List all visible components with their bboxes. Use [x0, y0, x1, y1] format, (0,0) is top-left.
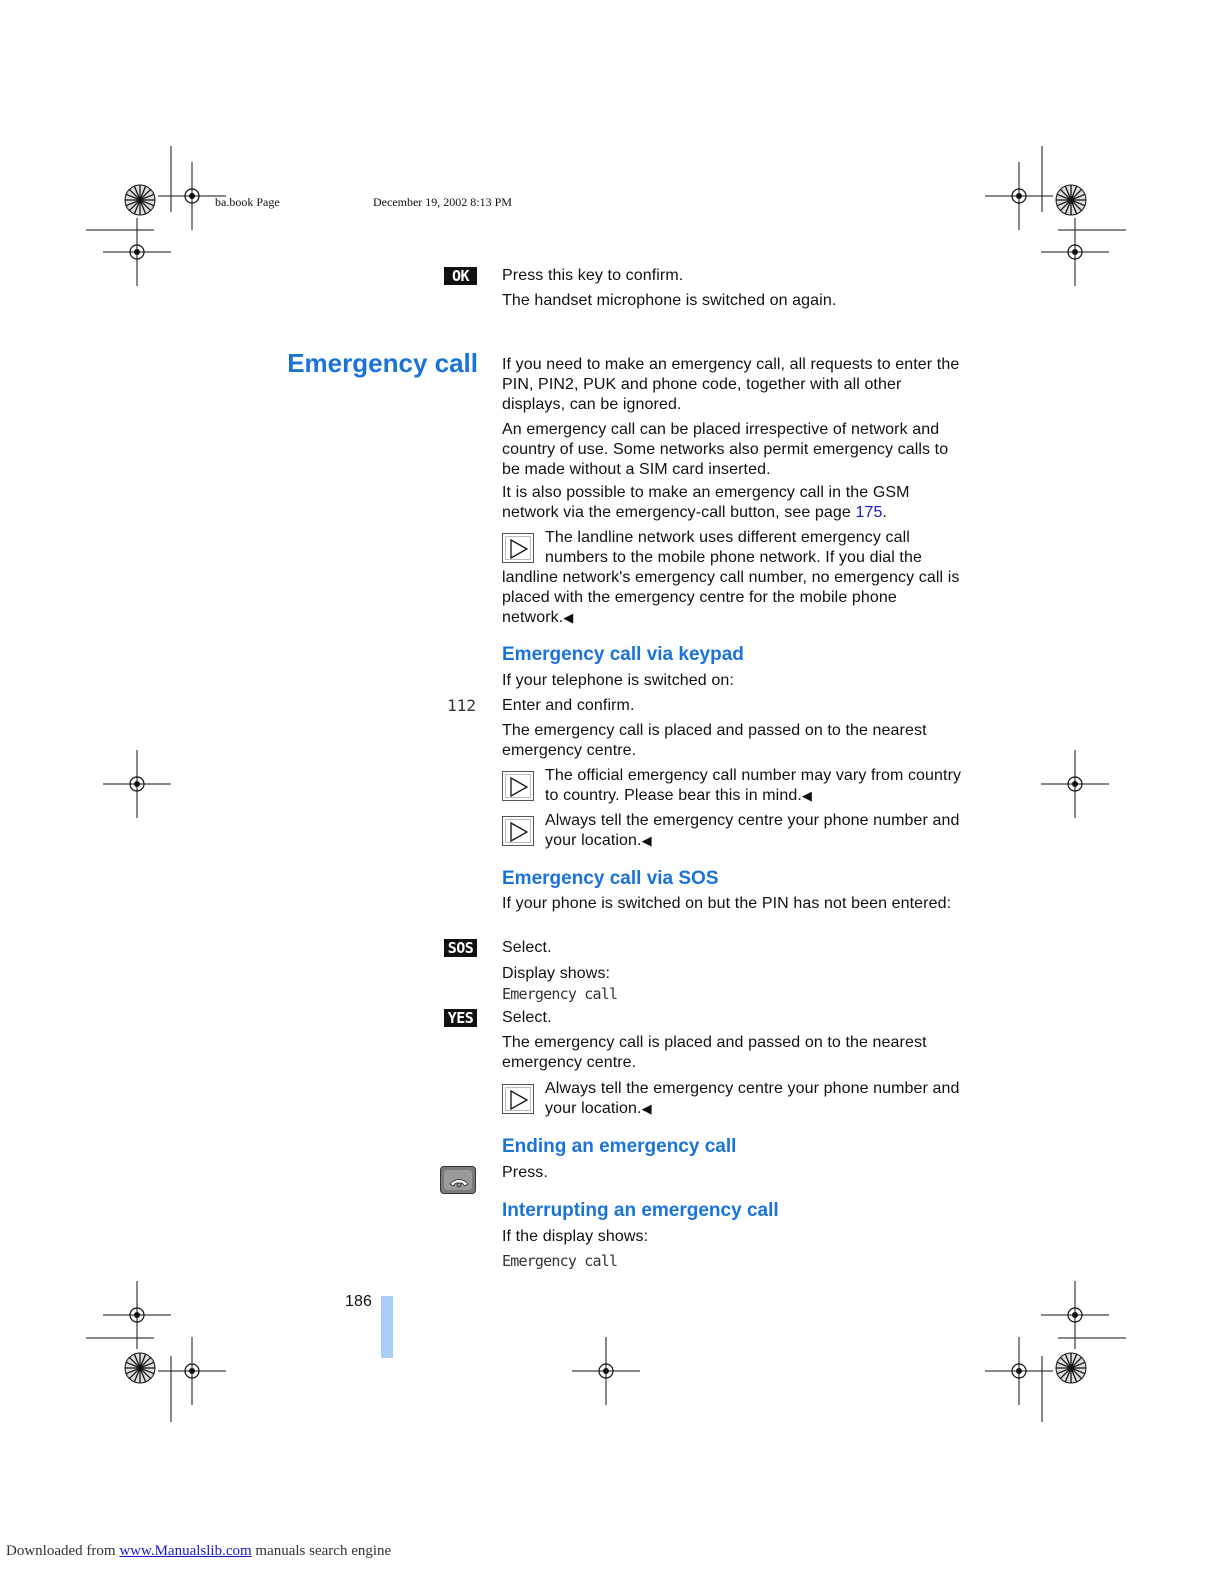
- gsm-text: It is also possible to make an emergency call in the GSM network via the emergency-call button, see page: [502, 484, 910, 521]
- display-shows-text: Display shows:: [502, 965, 611, 982]
- emergency-number: 112: [447, 696, 476, 715]
- heading-sos: Emergency call via SOS: [502, 868, 719, 889]
- gsm-text-end: .: [882, 504, 887, 521]
- note-sos-tell-text: Always tell the emergency centre your phone number and your location.: [545, 1080, 960, 1117]
- display-emergency-call: Emergency call: [502, 985, 618, 1003]
- heading-keypad: Emergency call via keypad: [502, 644, 744, 665]
- note-arrow-icon: [502, 1084, 534, 1114]
- note-arrow-icon: [502, 816, 534, 846]
- mic-on-text: The handset microphone is switched on again.: [502, 292, 837, 309]
- confirm-text: Press this key to confirm.: [502, 267, 684, 284]
- sos-condition-text: If your phone is switched on but the PIN has not been entered:: [502, 895, 952, 912]
- enter-confirm-text: Enter and confirm.: [502, 697, 635, 714]
- note-landline-text: landline network's emergency call number, no emergency call is placed with the emergency centre for the mobile phone network.: [502, 569, 960, 626]
- heading-ending: Ending an emergency call: [502, 1136, 737, 1157]
- paragraph-gsm-button: [502, 483, 964, 523]
- download-footer: [6, 1543, 391, 1560]
- end-mark-icon: ◀: [801, 788, 812, 803]
- note-sos-tell-location: [545, 1079, 965, 1119]
- note-tell-text: Always tell the emergency centre your phone number and your location.: [545, 812, 960, 849]
- footer-suffix: manuals search engine: [251, 1543, 392, 1559]
- sos-placed-text: The emergency call is placed and passed on to the nearest emergency centre.: [502, 1034, 927, 1071]
- note-official-number: [545, 766, 965, 806]
- note-landline-rest: [502, 568, 964, 628]
- note-arrow-icon: [502, 771, 534, 801]
- page-number: 186: [345, 1293, 372, 1310]
- end-mark-icon: ◀: [641, 833, 652, 848]
- note-tell-location: [545, 811, 965, 851]
- display-emergency-call: Emergency call: [502, 1252, 618, 1270]
- page-link-175[interactable]: 175: [855, 504, 883, 521]
- end-call-key-icon: [440, 1166, 476, 1194]
- placed-text: The emergency call is placed and passed on to the nearest emergency centre.: [502, 722, 927, 759]
- footer-prefix: Downloaded from: [6, 1543, 120, 1559]
- yes-key-icon: YES: [444, 1009, 477, 1027]
- page-tab-bar: [381, 1296, 393, 1358]
- if-display-text: If the display shows:: [502, 1228, 649, 1245]
- paragraph-pin-ignored: If you need to make an emergency call, all requests to enter the PIN, PIN2, PUK and phone code, together with all other displays, can be ignored.: [502, 356, 960, 413]
- note-landline-first: The landline network uses different emergency call numbers to the mobile phone network. If you dial the: [545, 529, 922, 566]
- manualslib-link[interactable]: www.Manualslib.com: [119, 1543, 252, 1559]
- heading-interrupting: Interrupting an emergency call: [502, 1200, 779, 1221]
- note-official-text: The official emergency call number may vary from country to country. Please bear this in mind.: [545, 767, 962, 804]
- slug-date: December 19, 2002 8:13 PM: [373, 195, 512, 209]
- paragraph-network: An emergency call can be placed irrespective of network and country of use. Some networks also permit emergency calls to be made without a SIM card inserted.: [502, 421, 949, 478]
- end-mark-icon: ◀: [563, 610, 574, 625]
- press-text: Press.: [502, 1164, 548, 1181]
- switched-on-text: If your telephone is switched on:: [502, 672, 734, 689]
- select-text: Select.: [502, 1009, 552, 1026]
- note-arrow-icon: [502, 533, 534, 563]
- sos-key-icon: SOS: [444, 939, 477, 957]
- select-text: Select.: [502, 939, 552, 956]
- ok-key-icon: OK: [444, 267, 477, 285]
- slug-file: ba.book Page: [215, 195, 280, 209]
- end-mark-icon: ◀: [641, 1101, 652, 1116]
- section-title: Emergency call: [287, 348, 478, 378]
